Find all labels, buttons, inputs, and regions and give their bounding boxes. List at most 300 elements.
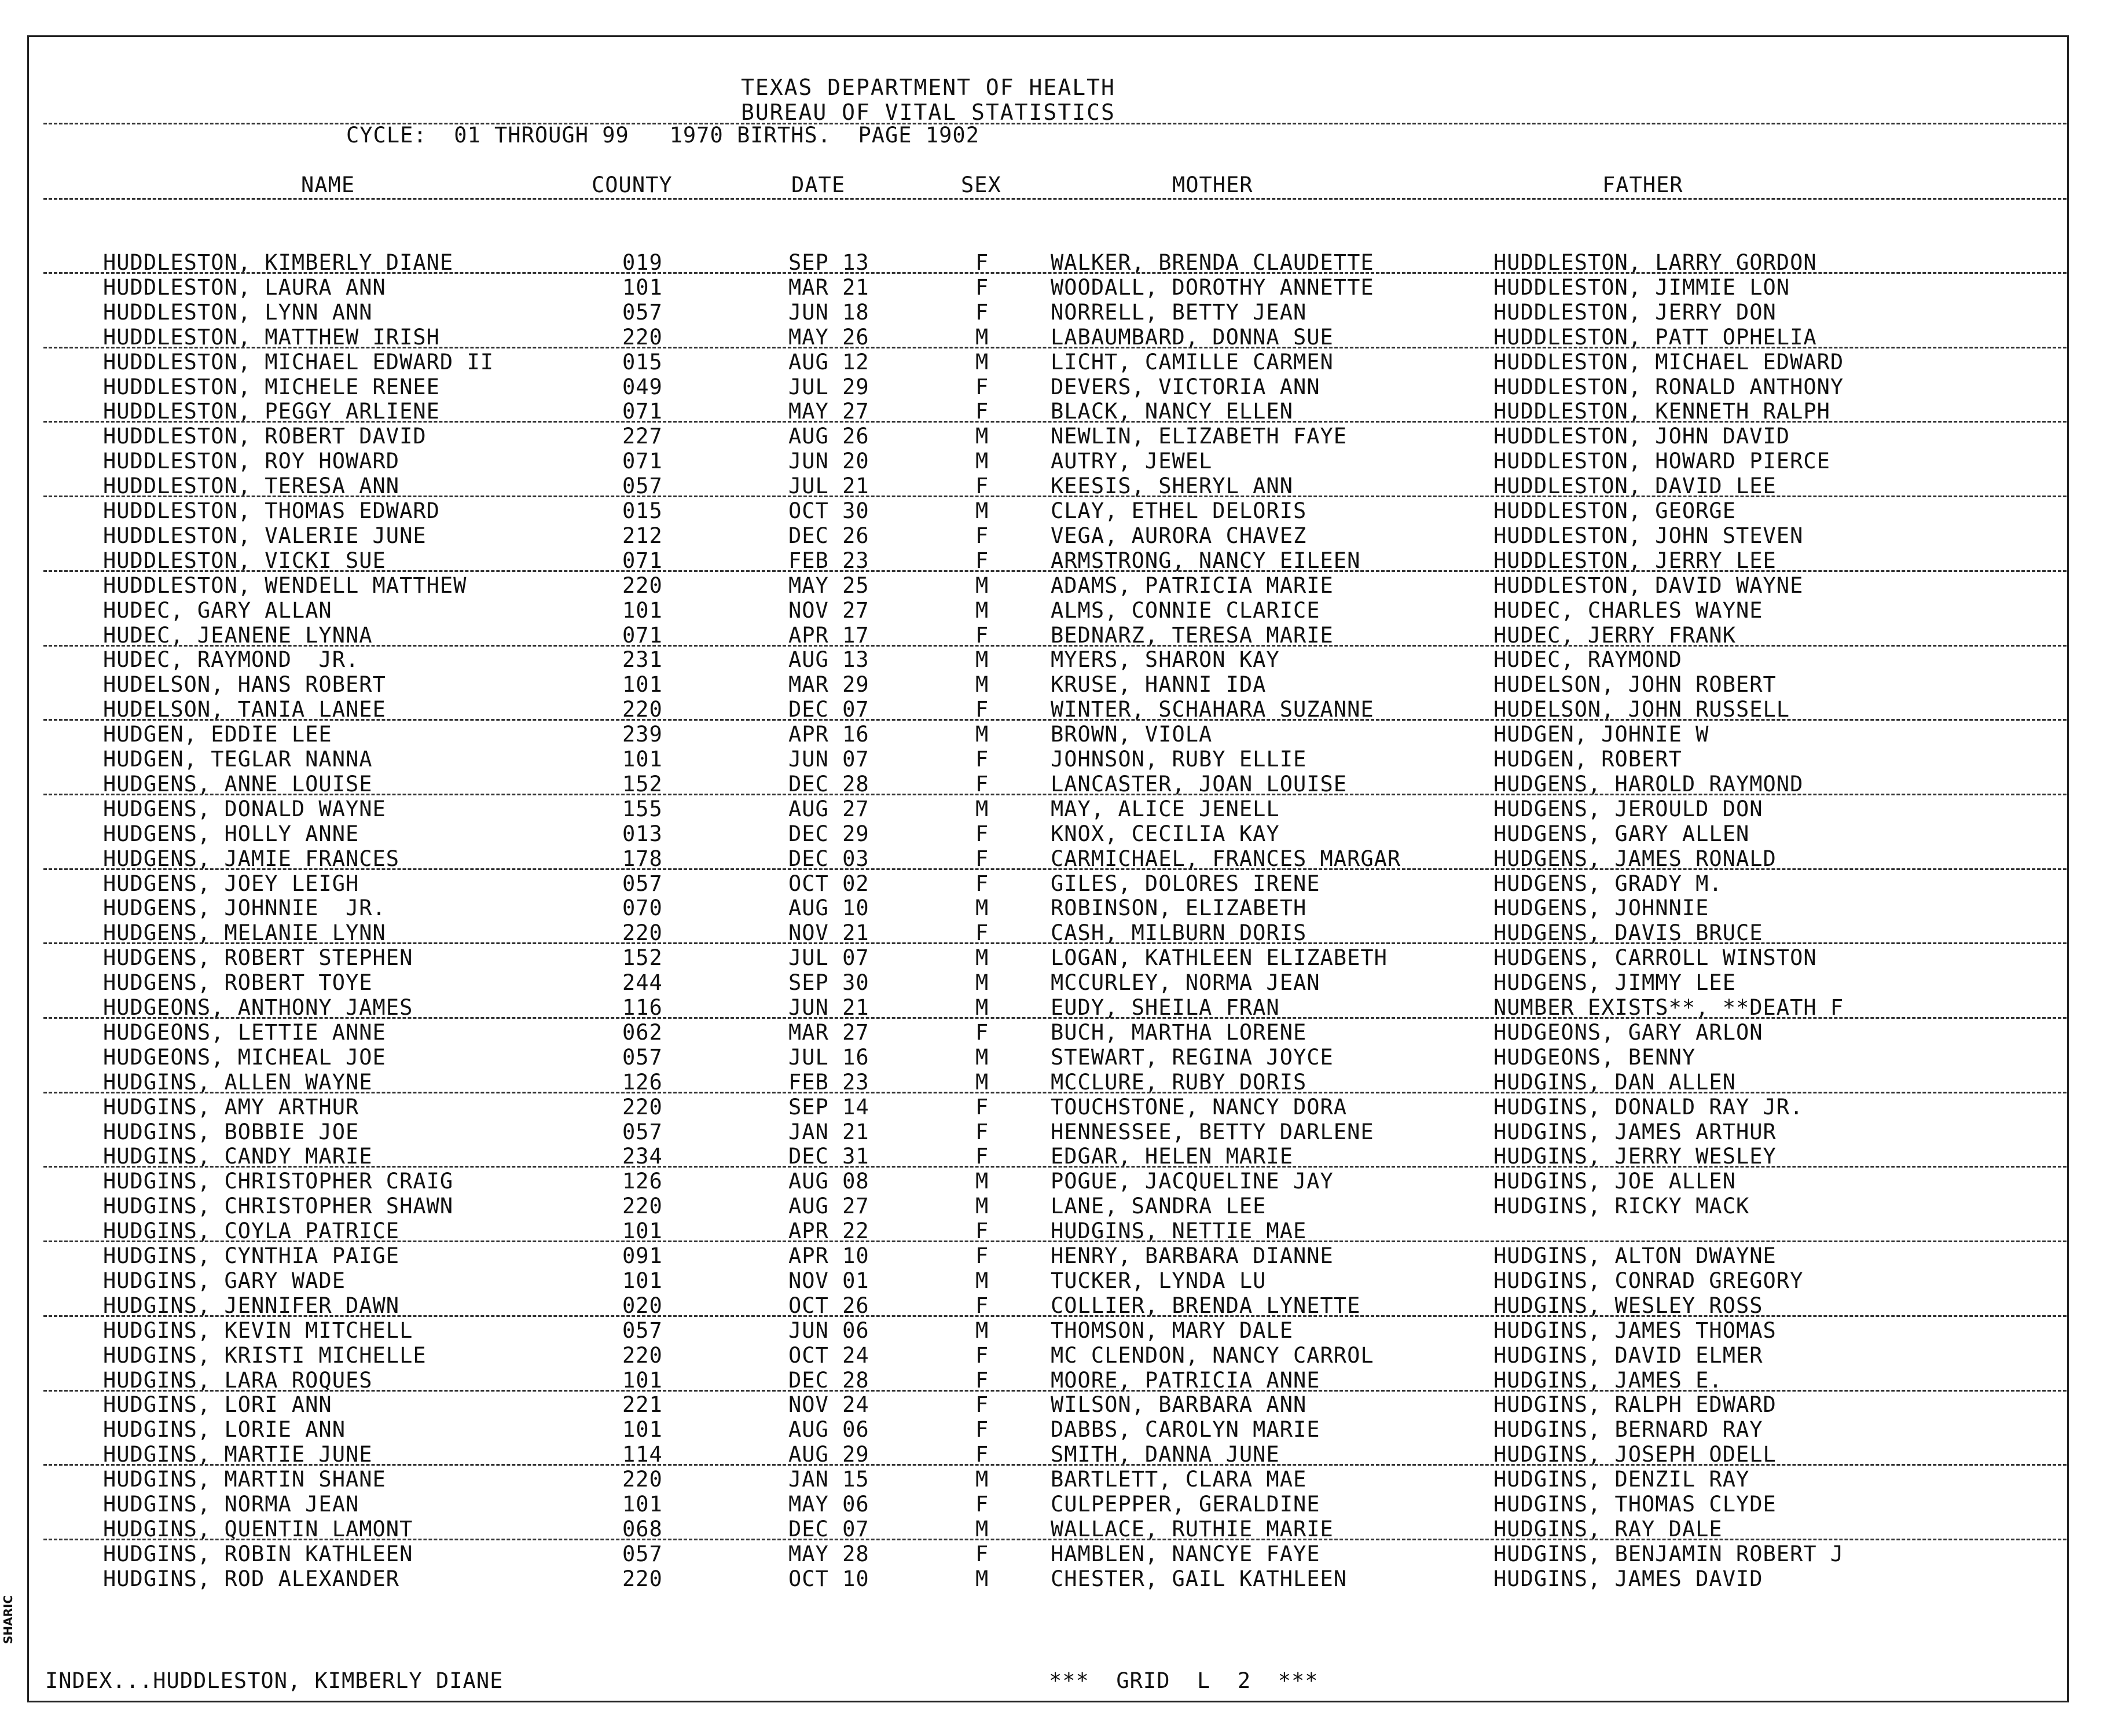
record-name: HUDDLESTON, KIMBERLY DIANE — [103, 250, 454, 275]
record-father: HUDGEONS, GARY ARLON — [1493, 1019, 1763, 1045]
record-father: HUDDLESTON, PATT OPHELIA — [1493, 324, 1817, 350]
record-date: AUG 12 — [788, 349, 869, 375]
record-name: HUDGINS, CANDY MARIE — [103, 1144, 373, 1169]
record-mother: COLLIER, BRENDA LYNETTE — [1051, 1293, 1361, 1318]
record-date: MAY 28 — [788, 1541, 869, 1566]
record-name: HUDGENS, HOLLY ANNE — [103, 821, 359, 846]
record-date: JUL 29 — [788, 374, 869, 399]
record-county: 057 — [622, 1317, 663, 1343]
record-mother: LABAUMBARD, DONNA SUE — [1051, 324, 1334, 350]
record-date: DEC 29 — [788, 821, 869, 846]
record-group-rule — [43, 1315, 2067, 1317]
record-sex: F — [975, 1218, 989, 1244]
record-mother: MOORE, PATRICIA ANNE — [1051, 1367, 1320, 1393]
record-group-rule — [43, 347, 2067, 348]
record-date: DEC 28 — [788, 771, 869, 797]
record-mother: LANCASTER, JOAN LOUISE — [1051, 771, 1348, 797]
column-header-date: DATE — [791, 173, 846, 197]
record-father: HUDGINS, DONALD RAY JR. — [1493, 1094, 1804, 1120]
record-mother: EUDY, SHEILA FRAN — [1051, 995, 1280, 1020]
record-father: HUDDLESTON, KENNETH RALPH — [1493, 399, 1830, 424]
record-sex: F — [975, 1392, 989, 1418]
record-date: NOV 27 — [788, 597, 869, 623]
record-mother: HAMBLEN, NANCYE FAYE — [1051, 1541, 1320, 1566]
record-father: HUDDLESTON, JIMMIE LON — [1493, 274, 1790, 300]
record-date: APR 17 — [788, 622, 869, 648]
record-father: HUDGINS, RALPH EDWARD — [1493, 1392, 1777, 1418]
record-father: HUDDLESTON, JERRY LEE — [1493, 548, 1777, 573]
record-date: SEP 13 — [788, 250, 869, 275]
record-county: 220 — [622, 1094, 663, 1120]
record-date: JUL 16 — [788, 1044, 869, 1070]
record-date: DEC 31 — [788, 1144, 869, 1169]
record-date: OCT 26 — [788, 1293, 869, 1318]
record-sex: M — [975, 597, 989, 623]
record-mother: STEWART, REGINA JOYCE — [1051, 1044, 1334, 1070]
record-county: 068 — [622, 1516, 663, 1542]
record-father: HUDGINS, JAMES DAVID — [1493, 1566, 1763, 1591]
record-date: JUL 07 — [788, 945, 869, 971]
record-sex: F — [975, 622, 989, 648]
record-name: HUDGINS, ALLEN WAYNE — [103, 1069, 373, 1095]
record-group-rule — [43, 421, 2067, 423]
record-sex: F — [975, 1342, 989, 1368]
record-sex: M — [975, 895, 989, 921]
record-date: AUG 27 — [788, 1194, 869, 1219]
footer-grid: *** GRID L 2 *** — [1049, 1668, 1319, 1693]
record-county: 234 — [622, 1144, 663, 1169]
record-father: HUDGEONS, BENNY — [1493, 1044, 1696, 1070]
record-county: 221 — [622, 1392, 663, 1418]
record-name: HUDGENS, JOEY LEIGH — [103, 871, 359, 896]
record-name: HUDELSON, HANS ROBERT — [103, 672, 386, 698]
record-name: HUDGINS, QUENTIN LAMONT — [103, 1516, 413, 1542]
record-date: AUG 29 — [788, 1442, 869, 1467]
record-mother: WALLACE, RUTHIE MARIE — [1051, 1516, 1334, 1542]
record-group-rule — [43, 1390, 2067, 1392]
record-father: HUDGEN, JOHNIE W — [1493, 722, 1709, 747]
record-mother: WINTER, SCHAHARA SUZANNE — [1051, 697, 1374, 722]
record-group-rule — [43, 272, 2067, 274]
record-name: HUDDLESTON, WENDELL MATTHEW — [103, 572, 467, 598]
record-mother: HENNESSEE, BETTY DARLENE — [1051, 1119, 1374, 1144]
record-date: AUG 06 — [788, 1417, 869, 1443]
record-mother: GILES, DOLORES IRENE — [1051, 871, 1320, 896]
record-date: JAN 15 — [788, 1467, 869, 1492]
record-date: APR 10 — [788, 1243, 869, 1268]
column-header-mother: MOTHER — [1172, 173, 1253, 197]
record-county: 220 — [622, 1194, 663, 1219]
record-date: JUN 21 — [788, 995, 869, 1020]
record-county: 126 — [622, 1169, 663, 1194]
record-sex: F — [975, 1094, 989, 1120]
record-mother: ALMS, CONNIE CLARICE — [1051, 597, 1320, 623]
record-name: HUDDLESTON, THOMAS EDWARD — [103, 498, 440, 523]
record-mother: SMITH, DANNA JUNE — [1051, 1442, 1280, 1467]
record-date: APR 22 — [788, 1218, 869, 1244]
record-sex: F — [975, 299, 989, 325]
record-mother: TUCKER, LYNDA LU — [1051, 1268, 1267, 1293]
record-county: 101 — [622, 747, 663, 772]
side-label: SHARIC — [1, 1595, 15, 1644]
record-sex: F — [975, 771, 989, 797]
record-mother: MCCURLEY, NORMA JEAN — [1051, 970, 1320, 996]
record-sex: M — [975, 995, 989, 1020]
record-sex: F — [975, 523, 989, 548]
record-mother: BARTLETT, CLARA MAE — [1051, 1467, 1307, 1492]
record-mother: NEWLIN, ELIZABETH FAYE — [1051, 424, 1348, 449]
record-county: 057 — [622, 1119, 663, 1144]
record-name: HUDDLESTON, MATTHEW IRISH — [103, 324, 440, 350]
record-father: HUDGINS, JAMES ARTHUR — [1493, 1119, 1777, 1144]
record-sex: F — [975, 548, 989, 573]
record-father: HUDDLESTON, RONALD ANTHONY — [1493, 374, 1844, 399]
record-date: JUN 18 — [788, 299, 869, 325]
record-county: 220 — [622, 920, 663, 946]
record-sex: M — [975, 970, 989, 996]
record-mother: VEGA, AURORA CHAVEZ — [1051, 523, 1307, 548]
record-date: SEP 14 — [788, 1094, 869, 1120]
record-mother: NORRELL, BETTY JEAN — [1051, 299, 1307, 325]
record-group-rule — [43, 1166, 2067, 1168]
record-county: 220 — [622, 324, 663, 350]
record-county: 114 — [622, 1442, 663, 1467]
record-father: HUDGINS, BERNARD RAY — [1493, 1417, 1763, 1443]
record-sex: F — [975, 747, 989, 772]
record-sex: F — [975, 1492, 989, 1517]
record-name: HUDDLESTON, ROY HOWARD — [103, 449, 400, 474]
record-sex: M — [975, 1044, 989, 1070]
record-father: HUDDLESTON, LARRY GORDON — [1493, 250, 1817, 275]
record-date: MAY 06 — [788, 1492, 869, 1517]
record-sex: F — [975, 871, 989, 896]
record-mother: EDGAR, HELEN MARIE — [1051, 1144, 1293, 1169]
record-date: DEC 07 — [788, 1516, 869, 1542]
record-date: DEC 28 — [788, 1367, 869, 1393]
record-county: 178 — [622, 846, 663, 871]
record-father: HUDDLESTON, DAVID LEE — [1493, 474, 1777, 499]
record-sex: F — [975, 1367, 989, 1393]
record-county: 101 — [622, 1417, 663, 1443]
header-bureau: BUREAU OF VITAL STATISTICS — [741, 100, 1115, 125]
record-name: HUDGINS, JENNIFER DAWN — [103, 1293, 400, 1318]
record-father: HUDGINS, JOE ALLEN — [1493, 1169, 1736, 1194]
record-father: HUDDLESTON, JOHN STEVEN — [1493, 523, 1804, 548]
record-date: MAY 27 — [788, 399, 869, 424]
record-county: 049 — [622, 374, 663, 399]
record-county: 231 — [622, 647, 663, 673]
record-county: 057 — [622, 1044, 663, 1070]
record-father: HUDGINS, WESLEY ROSS — [1493, 1293, 1763, 1318]
record-sex: M — [975, 1467, 989, 1492]
record-sex: F — [975, 846, 989, 871]
record-sex: M — [975, 1516, 989, 1542]
record-name: HUDGINS, ROD ALEXANDER — [103, 1566, 400, 1591]
record-mother: DABBS, CAROLYN MARIE — [1051, 1417, 1320, 1443]
record-sex: M — [975, 572, 989, 598]
record-name: HUDGINS, KEVIN MITCHELL — [103, 1317, 413, 1343]
record-county: 220 — [622, 1566, 663, 1591]
record-sex: F — [975, 399, 989, 424]
record-name: HUDGEN, TEGLAR NANNA — [103, 747, 373, 772]
record-date: AUG 26 — [788, 424, 869, 449]
record-group-rule — [43, 719, 2067, 721]
record-sex: F — [975, 250, 989, 275]
record-mother: MCCLURE, RUBY DORIS — [1051, 1069, 1307, 1095]
record-county: 126 — [622, 1069, 663, 1095]
record-county: 020 — [622, 1293, 663, 1318]
record-father: HUDGENS, DAVIS BRUCE — [1493, 920, 1763, 946]
record-name: HUDELSON, TANIA LANEE — [103, 697, 386, 722]
record-father: HUDGENS, JAMES RONALD — [1493, 846, 1777, 871]
record-sex: M — [975, 424, 989, 449]
record-father: HUDGINS, ALTON DWAYNE — [1493, 1243, 1777, 1268]
record-name: HUDGINS, LARA ROQUES — [103, 1367, 373, 1393]
record-county: 015 — [622, 498, 663, 523]
record-father: HUDGINS, THOMAS CLYDE — [1493, 1492, 1777, 1517]
column-header-name: NAME — [301, 173, 355, 197]
record-date: AUG 13 — [788, 647, 869, 673]
record-sex: F — [975, 697, 989, 722]
record-father: HUDGENS, JEROULD DON — [1493, 796, 1763, 821]
record-father: HUDDLESTON, JOHN DAVID — [1493, 424, 1790, 449]
record-sex: M — [975, 1317, 989, 1343]
record-father: HUDDLESTON, GEORGE — [1493, 498, 1736, 523]
record-sex: M — [975, 1566, 989, 1591]
record-county: 101 — [622, 1218, 663, 1244]
record-sex: F — [975, 1144, 989, 1169]
record-father: HUDEC, CHARLES WAYNE — [1493, 597, 1763, 623]
record-county: 152 — [622, 771, 663, 797]
record-name: HUDEC, RAYMOND JR. — [103, 647, 359, 673]
column-header-rule — [43, 198, 2067, 200]
record-group-rule — [43, 1017, 2067, 1019]
record-father: HUDELSON, JOHN ROBERT — [1493, 672, 1777, 698]
record-father: HUDGINS, CONRAD GREGORY — [1493, 1268, 1804, 1293]
footer-index: INDEX...HUDDLESTON, KIMBERLY DIANE — [45, 1668, 504, 1693]
record-date: MAY 25 — [788, 572, 869, 598]
record-name: HUDDLESTON, PEGGY ARLIENE — [103, 399, 440, 424]
record-name: HUDGENS, JAMIE FRANCES — [103, 846, 400, 871]
record-county: 220 — [622, 697, 663, 722]
record-date: APR 16 — [788, 722, 869, 747]
record-name: HUDDLESTON, LAURA ANN — [103, 274, 386, 300]
record-mother: TOUCHSTONE, NANCY DORA — [1051, 1094, 1348, 1120]
record-group-rule — [43, 1240, 2067, 1242]
record-mother: WOODALL, DOROTHY ANNETTE — [1051, 274, 1374, 300]
record-mother: LICHT, CAMILLE CARMEN — [1051, 349, 1334, 375]
record-name: HUDEC, GARY ALLAN — [103, 597, 332, 623]
record-county: 071 — [622, 622, 663, 648]
record-date: SEP 30 — [788, 970, 869, 996]
record-father: HUDDLESTON, DAVID WAYNE — [1493, 572, 1804, 598]
record-county: 071 — [622, 548, 663, 573]
record-sex: M — [975, 1169, 989, 1194]
record-name: HUDGINS, LORIE ANN — [103, 1417, 346, 1443]
record-date: JUN 20 — [788, 449, 869, 474]
record-father: HUDDLESTON, MICHAEL EDWARD — [1493, 349, 1844, 375]
record-father: HUDGINS, JOSEPH ODELL — [1493, 1442, 1777, 1467]
record-name: HUDGINS, LORI ANN — [103, 1392, 332, 1418]
record-group-rule — [43, 570, 2067, 572]
record-mother: CULPEPPER, GERALDINE — [1051, 1492, 1320, 1517]
record-county: 019 — [622, 250, 663, 275]
record-mother: ROBINSON, ELIZABETH — [1051, 895, 1307, 921]
record-father: HUDGENS, CARROLL WINSTON — [1493, 945, 1817, 971]
record-sex: M — [975, 672, 989, 698]
record-date: MAR 21 — [788, 274, 869, 300]
record-name: HUDEC, JEANENE LYNNA — [103, 622, 373, 648]
record-father: HUDGINS, DENZIL RAY — [1493, 1467, 1750, 1492]
record-mother: BLACK, NANCY ELLEN — [1051, 399, 1293, 424]
record-county: 101 — [622, 274, 663, 300]
record-father: HUDGINS, JAMES THOMAS — [1493, 1317, 1777, 1343]
record-county: 057 — [622, 474, 663, 499]
record-mother: KRUSE, HANNI IDA — [1051, 672, 1267, 698]
record-sex: M — [975, 796, 989, 821]
record-date: OCT 02 — [788, 871, 869, 896]
record-sex: F — [975, 274, 989, 300]
record-date: JUL 21 — [788, 474, 869, 499]
record-mother: MC CLENDON, NANCY CARROL — [1051, 1342, 1374, 1368]
record-date: NOV 01 — [788, 1268, 869, 1293]
record-mother: KNOX, CECILIA KAY — [1051, 821, 1280, 846]
record-date: MAY 26 — [788, 324, 869, 350]
record-county: 244 — [622, 970, 663, 996]
record-father: HUDDLESTON, JERRY DON — [1493, 299, 1777, 325]
record-date: MAR 27 — [788, 1019, 869, 1045]
record-father: HUDGENS, GARY ALLEN — [1493, 821, 1750, 846]
record-county: 101 — [622, 1268, 663, 1293]
record-date: JUN 07 — [788, 747, 869, 772]
record-name: HUDGEN, EDDIE LEE — [103, 722, 332, 747]
record-sex: F — [975, 374, 989, 399]
record-county: 220 — [622, 1467, 663, 1492]
record-father: HUDEC, RAYMOND — [1493, 647, 1682, 673]
record-father: HUDGENS, JOHNNIE — [1493, 895, 1709, 921]
record-name: HUDGINS, MARTIN SHANE — [103, 1467, 386, 1492]
record-county: 101 — [622, 597, 663, 623]
record-father: HUDEC, JERRY FRANK — [1493, 622, 1736, 648]
record-date: NOV 24 — [788, 1392, 869, 1418]
record-date: JUN 06 — [788, 1317, 869, 1343]
record-mother: WALKER, BRENDA CLAUDETTE — [1051, 250, 1374, 275]
record-sex: M — [975, 449, 989, 474]
record-date: DEC 07 — [788, 697, 869, 722]
record-county: 070 — [622, 895, 663, 921]
record-county: 071 — [622, 449, 663, 474]
record-county: 220 — [622, 572, 663, 598]
record-mother: JOHNSON, RUBY ELLIE — [1051, 747, 1307, 772]
record-county: 227 — [622, 424, 663, 449]
record-group-rule — [43, 794, 2067, 795]
record-county: 101 — [622, 672, 663, 698]
record-sex: M — [975, 647, 989, 673]
record-father: HUDGINS, RAY DALE — [1493, 1516, 1723, 1542]
record-father: HUDGENS, JIMMY LEE — [1493, 970, 1736, 996]
record-date: OCT 30 — [788, 498, 869, 523]
record-sex: F — [975, 1243, 989, 1268]
record-group-rule — [43, 645, 2067, 647]
record-name: HUDGINS, MARTIE JUNE — [103, 1442, 373, 1467]
record-date: FEB 23 — [788, 1069, 869, 1095]
column-header-sex: SEX — [961, 173, 1001, 197]
record-mother: ARMSTRONG, NANCY EILEEN — [1051, 548, 1361, 573]
record-county: 152 — [622, 945, 663, 971]
record-mother: MYERS, SHARON KAY — [1051, 647, 1280, 673]
record-name: HUDDLESTON, ROBERT DAVID — [103, 424, 427, 449]
record-name: HUDGINS, COYLA PATRICE — [103, 1218, 400, 1244]
record-name: HUDGINS, AMY ARTHUR — [103, 1094, 359, 1120]
record-mother: BEDNARZ, TERESA MARIE — [1051, 622, 1334, 648]
record-county: 101 — [622, 1367, 663, 1393]
record-sex: F — [975, 474, 989, 499]
record-sex: F — [975, 1541, 989, 1566]
record-sex: M — [975, 324, 989, 350]
record-county: 116 — [622, 995, 663, 1020]
record-county: 057 — [622, 871, 663, 896]
record-name: HUDDLESTON, VALERIE JUNE — [103, 523, 427, 548]
record-mother: LOGAN, KATHLEEN ELIZABETH — [1051, 945, 1388, 971]
record-sex: F — [975, 1442, 989, 1467]
record-father: HUDGINS, DAVID ELMER — [1493, 1342, 1763, 1368]
record-name: HUDGINS, CHRISTOPHER CRAIG — [103, 1169, 454, 1194]
record-mother: AUTRY, JEWEL — [1051, 449, 1213, 474]
record-county: 015 — [622, 349, 663, 375]
record-mother: HENRY, BARBARA DIANNE — [1051, 1243, 1334, 1268]
record-mother: CARMICHAEL, FRANCES MARGAR — [1051, 846, 1401, 871]
record-date: NOV 21 — [788, 920, 869, 946]
record-date: AUG 08 — [788, 1169, 869, 1194]
record-mother: CASH, MILBURN DORIS — [1051, 920, 1307, 946]
record-name: HUDDLESTON, VICKI SUE — [103, 548, 386, 573]
record-name: HUDGENS, ANNE LOUISE — [103, 771, 373, 797]
record-county: 013 — [622, 821, 663, 846]
record-sex: M — [975, 498, 989, 523]
record-group-rule — [43, 1539, 2067, 1540]
record-date: AUG 10 — [788, 895, 869, 921]
record-mother: MAY, ALICE JENELL — [1051, 796, 1280, 821]
record-sex: M — [975, 722, 989, 747]
column-header-county: COUNTY — [592, 173, 673, 197]
record-group-rule — [43, 496, 2067, 497]
record-father: HUDGENS, GRADY M. — [1493, 871, 1723, 896]
record-mother: KEESIS, SHERYL ANN — [1051, 474, 1293, 499]
record-mother: LANE, SANDRA LEE — [1051, 1194, 1267, 1219]
record-county: 239 — [622, 722, 663, 747]
record-date: FEB 23 — [788, 548, 869, 573]
record-county: 062 — [622, 1019, 663, 1045]
record-group-rule — [43, 1464, 2067, 1466]
record-name: HUDGENS, JOHNNIE JR. — [103, 895, 386, 921]
record-date: JAN 21 — [788, 1119, 869, 1144]
record-name: HUDGENS, DONALD WAYNE — [103, 796, 386, 821]
record-group-rule — [43, 1092, 2067, 1093]
record-county: 212 — [622, 523, 663, 548]
record-sex: M — [975, 1069, 989, 1095]
record-name: HUDDLESTON, MICHELE RENEE — [103, 374, 440, 399]
record-sex: F — [975, 1293, 989, 1318]
record-sex: F — [975, 1417, 989, 1443]
record-mother: POGUE, JACQUELINE JAY — [1051, 1169, 1334, 1194]
record-father: HUDGINS, RICKY MACK — [1493, 1194, 1750, 1219]
record-date: DEC 26 — [788, 523, 869, 548]
record-name: HUDGINS, BOBBIE JOE — [103, 1119, 359, 1144]
record-name: HUDGINS, KRISTI MICHELLE — [103, 1342, 427, 1368]
record-county: 057 — [622, 299, 663, 325]
record-sex: F — [975, 1119, 989, 1144]
record-name: HUDGEONS, LETTIE ANNE — [103, 1019, 386, 1045]
